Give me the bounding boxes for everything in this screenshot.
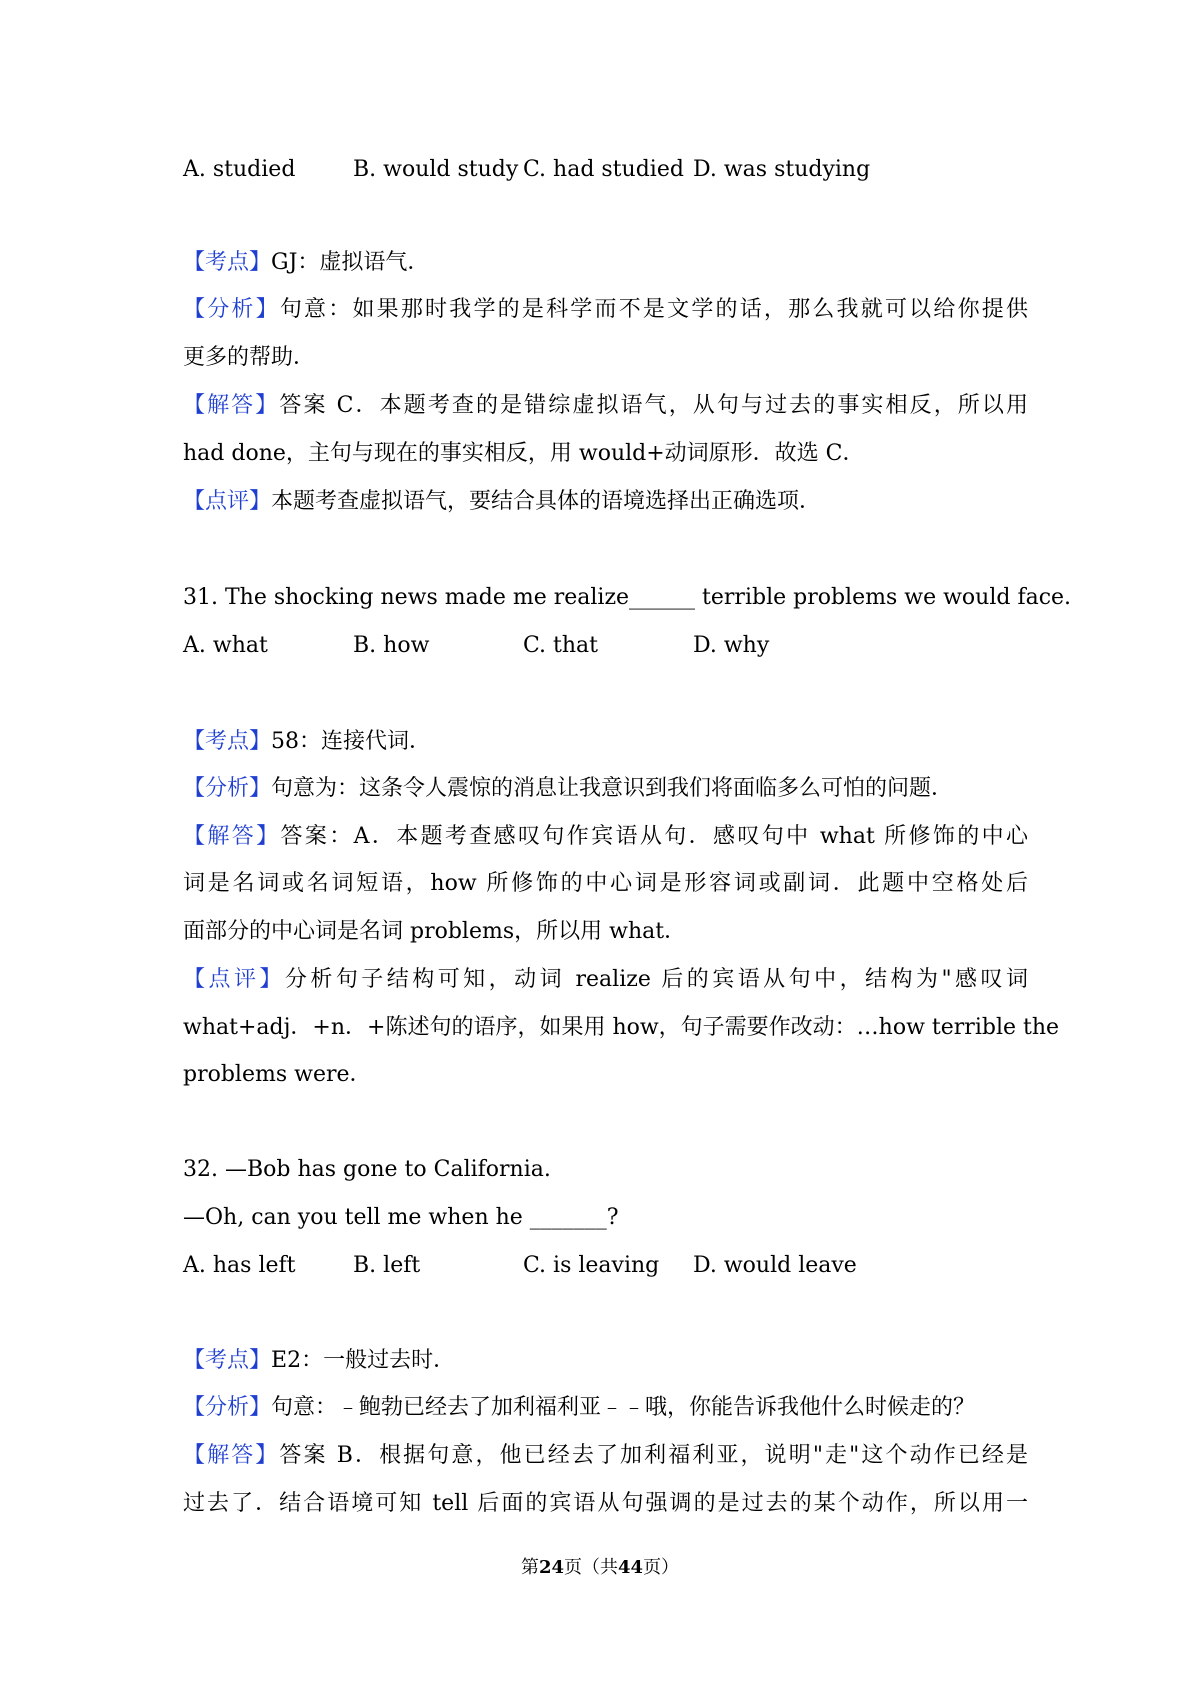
q31-kaodian xyxy=(183,727,1028,757)
footer-suffix: 页） xyxy=(643,1557,680,1578)
footer-middle: 页（共 xyxy=(564,1557,618,1578)
q30-fenxi-tag: 【分析】 xyxy=(183,297,280,322)
footer-prefix: 第 xyxy=(520,1557,539,1578)
q31-kaodian-tag: 【考点】 xyxy=(183,729,272,754)
q31-jieda-tag: 【解答】 xyxy=(183,824,281,849)
q30-jieda-line1 xyxy=(183,391,1028,421)
q30-option-d: D. was studying xyxy=(693,157,871,182)
q30-kaodian-text: GJ：虚拟语气． xyxy=(271,250,430,275)
q32-jieda-tag: 【解答】 xyxy=(183,1443,280,1468)
q31-fenxi xyxy=(183,774,1028,804)
page-footer xyxy=(0,1556,1200,1580)
q31-option-d: D. why xyxy=(693,633,770,658)
q32-question-text-2: —Oh, can you tell me when he _______? xyxy=(183,1205,619,1230)
q31-kaodian-text: 58：连接代词． xyxy=(271,729,432,754)
q31-dianping-tag: 【点评】 xyxy=(183,967,285,992)
q32-option-d: D. would leave xyxy=(693,1253,857,1278)
q30-dianping-tag: 【点评】 xyxy=(183,489,272,514)
footer-total-pages: 44 xyxy=(618,1557,644,1578)
q31-dianping-text-2: what+adj．+n．+陈述句的语序，如果用 how，句子需要作改动：…how terrible the xyxy=(183,1015,1060,1040)
q32-jieda-text-1: 答案 B．根据句意，他已经去了加利福利亚，说明"走"这个动作已经是 xyxy=(279,1443,1028,1468)
q30-jieda-line2 xyxy=(183,439,1028,469)
q32-fenxi xyxy=(183,1393,1028,1423)
q30-fenxi-text-1: 句意：如果那时我学的是科学而不是文学的话，那么我就可以给你提供 xyxy=(279,297,1028,322)
footer-page-number: 24 xyxy=(538,1557,564,1578)
q31-jieda-line3 xyxy=(183,917,1028,947)
q32-jieda-line2 xyxy=(183,1489,1028,1519)
q30-option-a: A. studied xyxy=(183,157,296,182)
q31-dianping-line2 xyxy=(183,1013,1060,1043)
q30-fenxi-line2 xyxy=(183,343,1028,373)
q32-question-line2 xyxy=(183,1203,1028,1233)
q31-jieda-text-2: 词是名词或名词短语，how 所修饰的中心词是形容词或副词．此题中空格处后 xyxy=(183,871,1028,896)
q30-dianping xyxy=(183,487,1028,517)
q30-jieda-text-2: had done，主句与现在的事实相反，用 would+动词原形．故选 C． xyxy=(183,441,865,466)
q30-fenxi-text-2: 更多的帮助． xyxy=(183,345,316,370)
q30-dianping-text: 本题考查虚拟语气，要结合具体的语境选择出正确选项． xyxy=(271,489,822,514)
q30-option-b: B. would study xyxy=(353,157,519,182)
q32-option-c: C. is leaving xyxy=(523,1253,660,1278)
q31-jieda-line2 xyxy=(183,869,1028,899)
q31-dianping-text-3: problems were． xyxy=(183,1062,372,1087)
q31-option-b: B. how xyxy=(353,633,430,658)
q31-jieda-line1 xyxy=(183,822,1028,852)
q32-option-b: B. left xyxy=(353,1253,421,1278)
q31-dianping-line1 xyxy=(183,965,1028,995)
q31-jieda-text-1: 答案：A．本题考查感叹句作宾语从句．感叹句中 what 所修饰的中心 xyxy=(280,824,1028,849)
q32-kaodian-text: E2：一般过去时． xyxy=(271,1348,456,1373)
q30-fenxi-line1 xyxy=(183,295,1028,325)
q31-option-c: C. that xyxy=(523,633,599,658)
q32-fenxi-text: 句意：﹣鲍勃已经去了加利福利亚﹣﹣哦，你能告诉我他什么时候走的？ xyxy=(271,1395,976,1420)
q32-kaodian-tag: 【考点】 xyxy=(183,1348,272,1373)
q31-option-a: A. what xyxy=(183,633,268,658)
q32-kaodian xyxy=(183,1346,1028,1376)
q31-fenxi-text: 句意为：这条令人震惊的消息让我意识到我们将面临多么可怕的问题． xyxy=(271,776,954,801)
q31-jieda-text-3: 面部分的中心词是名词 problems，所以用 what． xyxy=(183,919,687,944)
q32-jieda-text-2: 过去了．结合语境可知 tell 后面的宾语从句强调的是过去的某个动作，所以用一 xyxy=(183,1491,1028,1516)
q31-question-text: 31. The shocking news made me realize______ terrible problems we would face. xyxy=(183,585,1072,610)
q30-jieda-tag: 【解答】 xyxy=(183,393,280,418)
q31-question xyxy=(183,583,1072,613)
q32-question-text-1: 32. —Bob has gone to California. xyxy=(183,1157,551,1182)
q31-dianping-text-1: 分析句子结构可知，动词 realize 后的宾语从句中，结构为"感叹词 xyxy=(284,967,1028,992)
q30-kaodian-tag: 【考点】 xyxy=(183,250,272,275)
q30-jieda-text-1: 答案 C．本题考查的是错综虚拟语气，从句与过去的事实相反，所以用 xyxy=(279,393,1028,418)
q31-dianping-line3 xyxy=(183,1060,1028,1090)
q31-fenxi-tag: 【分析】 xyxy=(183,776,272,801)
q30-option-c: C. had studied xyxy=(523,157,684,182)
q32-option-a: A. has left xyxy=(183,1253,296,1278)
q32-jieda-line1 xyxy=(183,1441,1028,1471)
q32-fenxi-tag: 【分析】 xyxy=(183,1395,272,1420)
q32-question-line1 xyxy=(183,1155,1028,1185)
q30-kaodian xyxy=(183,248,1028,278)
